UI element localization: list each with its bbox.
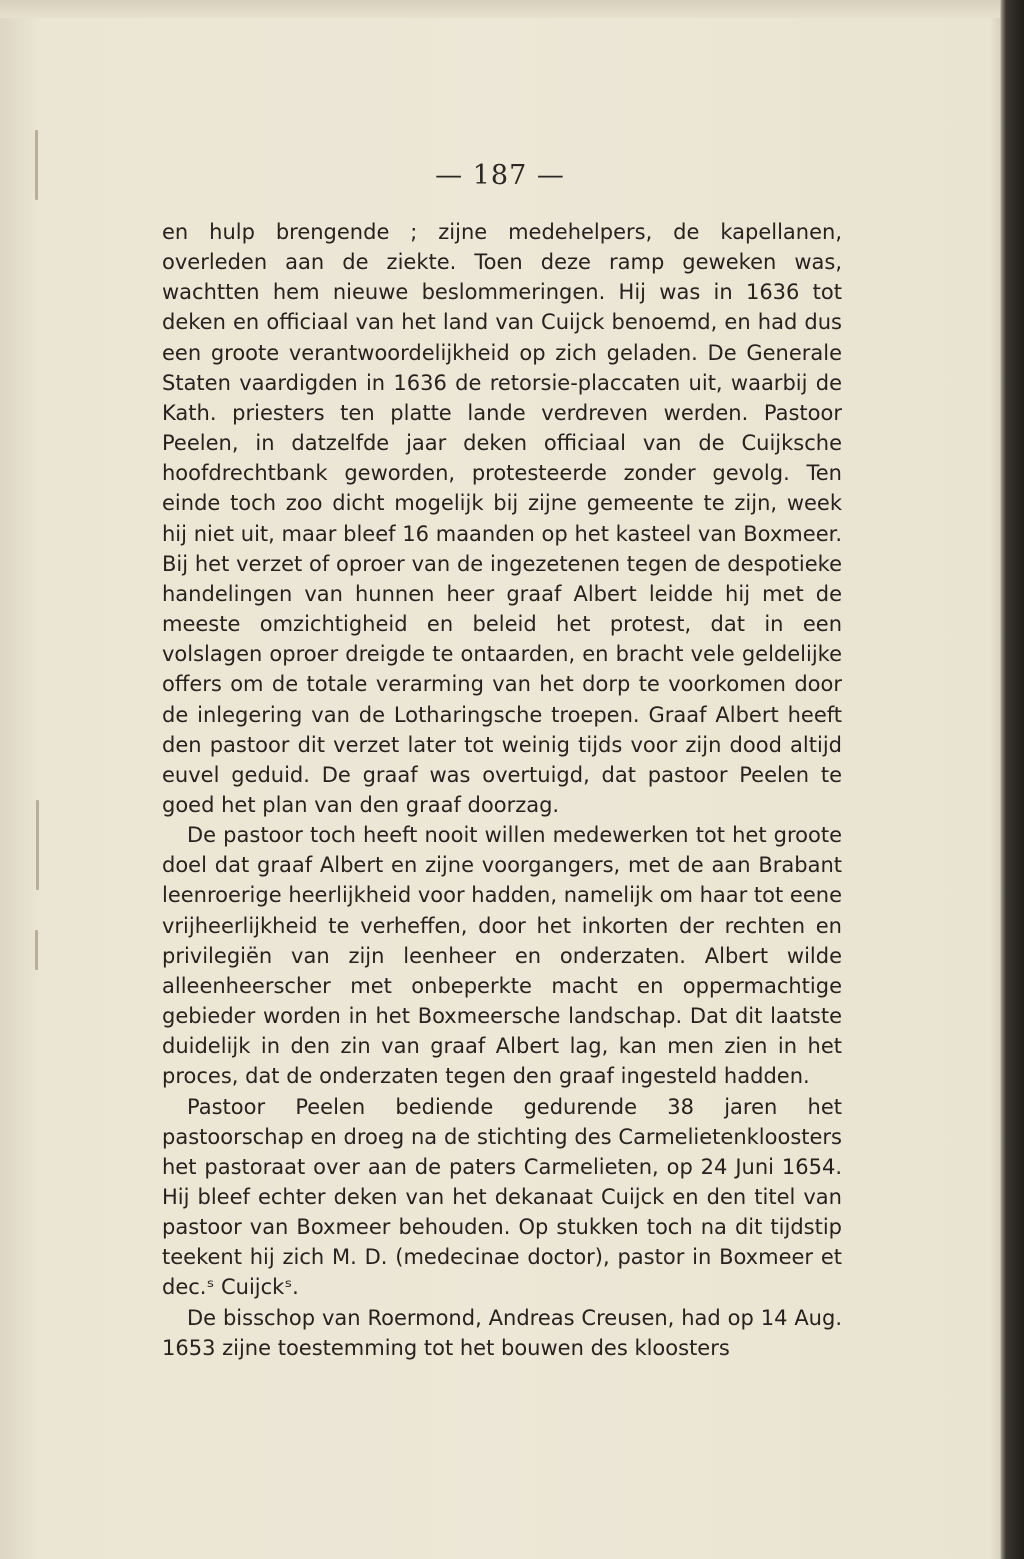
book-spine-edge [1002, 0, 1024, 1559]
margin-mark [36, 800, 39, 890]
paragraph: en hulp brengende ; zijne medehelpers, de kapellanen, overleden aan de ziekte. Toen deze ramp geweken was, wachtten hem nieuwe beslommeringen. Hij was in 1636 tot deken en officiaal van het land van Cuijck benoemd, en had dus een groote verantwoordelijkheid op zich geladen. De Generale Staten vaardigden in 1636 de retorsie-placcaten uit, waarbij de Kath. priesters ten platte lande verdreven werden. Pastoor Peelen, in datzelfde jaar deken officiaal van de Cuijksche hoofdrechtbank geworden, protesteerde zonder gevolg. Ten einde toch zoo dicht mogelijk bij zijne gemeente te zijn, week hij niet uit, maar bleef 16 maanden op het kasteel van Boxmeer. Bij het verzet of oproer van de ingezetenen tegen de despotieke handelingen van hunnen heer graaf Albert leidde hij met de meeste omzichtigheid en beleid het protest, dat in een volslagen oproer dreigde te ontaarden, en bracht vele geldelijke offers om de totale verarming van het dorp te voorkomen door de inlegering van de Lotharingsche troepen. Graaf Albert heeft den pastoor dit verzet later tot weinig tijds voor zijn dood altijd euvel geduid. De graaf was overtuigd, dat pastoor Peelen te goed het plan van den graaf doorzag. [162, 220, 842, 817]
page-top-edge [0, 0, 1000, 18]
page-number: — 187 — [435, 160, 565, 191]
paragraph: De pastoor toch heeft nooit willen medewerken tot het groote doel dat graaf Albert en zijne voorgangers, met de aan Brabant leenroerige heerlijkheid voor hadden, namelijk om haar tot eene vrijheerlijkheid te verheffen, door het inkorten der rechten en privilegiën van zijn leenheer en onderzaten. Albert wilde alleenheerscher met onbeperkte macht en oppermachtige gebieder worden in het Boxmeersche landschap. Dat dit laatste duidelijk in den zin van graaf Albert lag, kan men zien in het proces, dat de onderzaten tegen den graaf ingesteld hadden. [162, 823, 842, 1089]
body-text [162, 217, 842, 1363]
paragraph: De bisschop van Roermond, Andreas Creusen, had op 14 Aug. 1653 zijne toestemming tot het bouwen des kloosters [162, 1305, 842, 1360]
paragraph: Pastoor Peelen bediende gedurende 38 jaren het pastoorschap en droeg na de stichting des Carmelietenkloosters het pastoraat over aan de paters Carmelieten, op 24 Juni 1654. Hij bleef echter deken van het dekanaat Cuijck en den titel van pastoor van Boxmeer behouden. Op stukken toch na dit tijdstip teekent hij zich M. D. (medecinae doctor), pastor in Boxmeer et dec.ˢ Cuijckˢ. [162, 1094, 842, 1300]
margin-mark [35, 930, 38, 970]
